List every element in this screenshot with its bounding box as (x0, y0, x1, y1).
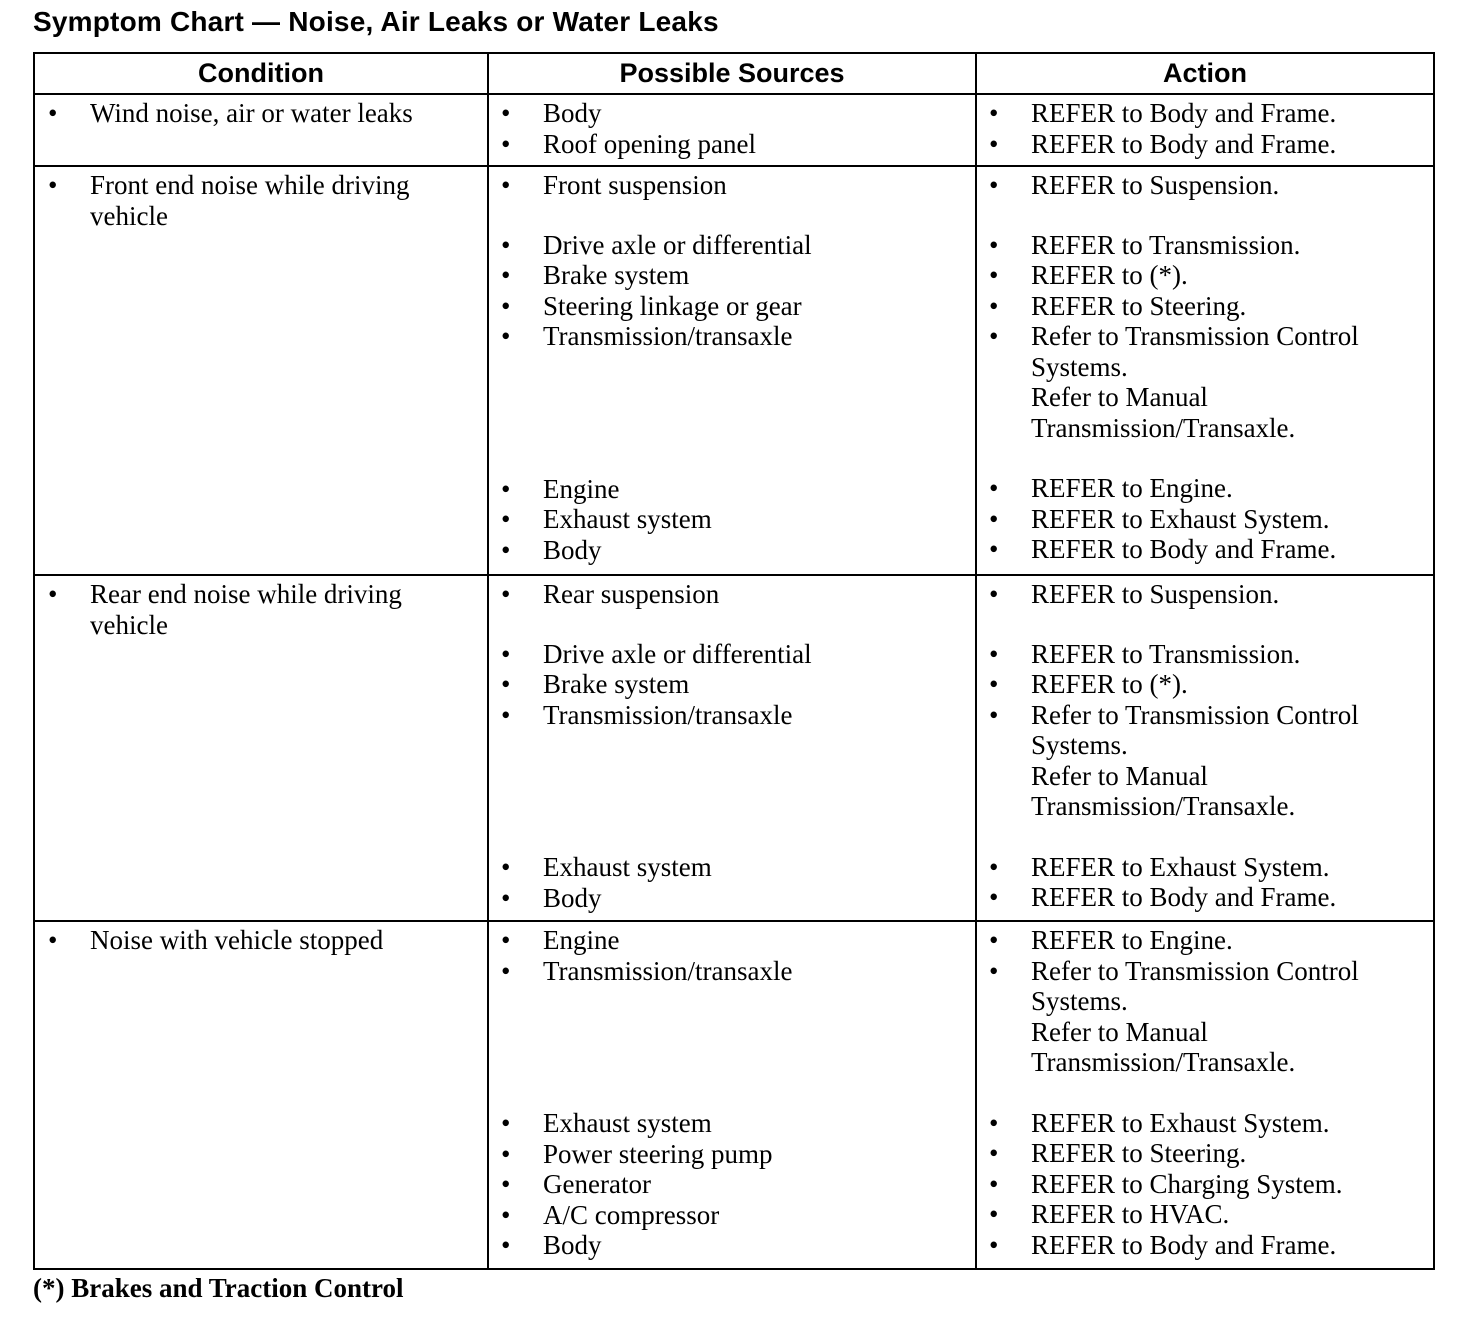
action-item: • REFER to Body and Frame. (977, 98, 1433, 129)
footnote: (*) Brakes and Traction Control (33, 1273, 404, 1303)
source-item: • Brake system (489, 260, 975, 291)
condition-text: • Rear end noise while driving vehicle (35, 579, 487, 640)
column-header-possible-sources: Possible Sources (488, 53, 976, 94)
condition-cell (34, 575, 488, 921)
action-item: • REFER to Exhaust System. (977, 504, 1433, 535)
sources-cell (488, 575, 976, 921)
action-item: • REFER to Transmission. (977, 639, 1433, 670)
action-item: • REFER to Steering. (977, 291, 1433, 322)
action-item: • REFER to Transmission. (977, 230, 1433, 261)
action-item: • Refer to Transmission Control Systems. (977, 700, 1433, 761)
source-item: • Body (489, 535, 975, 566)
source-item: • Engine (489, 474, 975, 505)
action-item: • REFER to Exhaust System. (977, 1108, 1433, 1139)
action-note: Refer to Manual Transmission/Transaxle. (1031, 382, 1296, 443)
source-item: • Transmission/transaxle (489, 956, 975, 987)
source-item: • Engine (489, 925, 975, 956)
action-item: • REFER to Body and Frame. (977, 882, 1433, 913)
source-item: • Body (489, 1230, 975, 1261)
action-item: • Refer to Transmission Control Systems. (977, 956, 1433, 1017)
table-row (34, 166, 1434, 575)
sources-cell (488, 94, 976, 166)
symptom-chart-table (33, 52, 1435, 1270)
table-row (34, 575, 1434, 921)
action-item: • REFER to (*). (977, 260, 1433, 291)
source-item: • A/C compressor (489, 1200, 975, 1231)
action-item: • REFER to Engine. (977, 473, 1433, 504)
source-item: • Front suspension (489, 170, 975, 201)
source-item: • Exhaust system (489, 852, 975, 883)
source-item: • Exhaust system (489, 504, 975, 535)
action-item: • REFER to Steering. (977, 1138, 1433, 1169)
source-item: • Transmission/transaxle (489, 321, 975, 352)
source-item: • Brake system (489, 669, 975, 700)
source-item: • Exhaust system (489, 1108, 975, 1139)
action-item: • REFER to Suspension. (977, 170, 1433, 201)
source-item: • Generator (489, 1169, 975, 1200)
source-item: • Roof opening panel (489, 129, 975, 160)
condition-text: • Wind noise, air or water leaks (35, 98, 487, 129)
action-item: • REFER to Body and Frame. (977, 129, 1433, 160)
action-item: • REFER to (*). (977, 669, 1433, 700)
source-item: • Steering linkage or gear (489, 291, 975, 322)
source-item: • Body (489, 883, 975, 914)
actions-cell (976, 94, 1434, 166)
actions-cell (976, 921, 1434, 1269)
source-item: • Drive axle or differential (489, 639, 975, 670)
action-item: • REFER to Body and Frame. (977, 1230, 1433, 1261)
action-item: • Refer to Transmission Control Systems. (977, 321, 1433, 382)
action-item: • REFER to Exhaust System. (977, 852, 1433, 883)
actions-cell (976, 575, 1434, 921)
table-row (34, 921, 1434, 1269)
source-item: • Rear suspension (489, 579, 975, 610)
table-row (34, 94, 1434, 166)
table-header-row (34, 53, 1434, 94)
source-item: • Drive axle or differential (489, 230, 975, 261)
source-item: • Transmission/transaxle (489, 700, 975, 731)
action-item: • REFER to Charging System. (977, 1169, 1433, 1200)
sources-cell (488, 921, 976, 1269)
action-item: • REFER to Suspension. (977, 579, 1433, 610)
condition-text: • Front end noise while driving vehicle (35, 170, 487, 231)
action-item: • REFER to Engine. (977, 925, 1433, 956)
action-note: Refer to Manual Transmission/Transaxle. (1031, 1016, 1296, 1077)
source-item: • Power steering pump (489, 1139, 975, 1170)
actions-cell (976, 166, 1434, 575)
action-item: • REFER to HVAC. (977, 1199, 1433, 1230)
source-item: • Body (489, 98, 975, 129)
action-note: Refer to Manual Transmission/Transaxle. (1031, 760, 1296, 821)
condition-cell (34, 921, 488, 1269)
sources-cell (488, 166, 976, 575)
column-header-condition: Condition (34, 53, 488, 94)
action-item: • REFER to Body and Frame. (977, 534, 1433, 565)
condition-text: • Noise with vehicle stopped (35, 925, 487, 956)
chart-title: Symptom Chart — Noise, Air Leaks or Water Leaks (33, 6, 719, 37)
condition-cell (34, 166, 488, 575)
condition-cell (34, 94, 488, 166)
column-header-action: Action (976, 53, 1434, 94)
